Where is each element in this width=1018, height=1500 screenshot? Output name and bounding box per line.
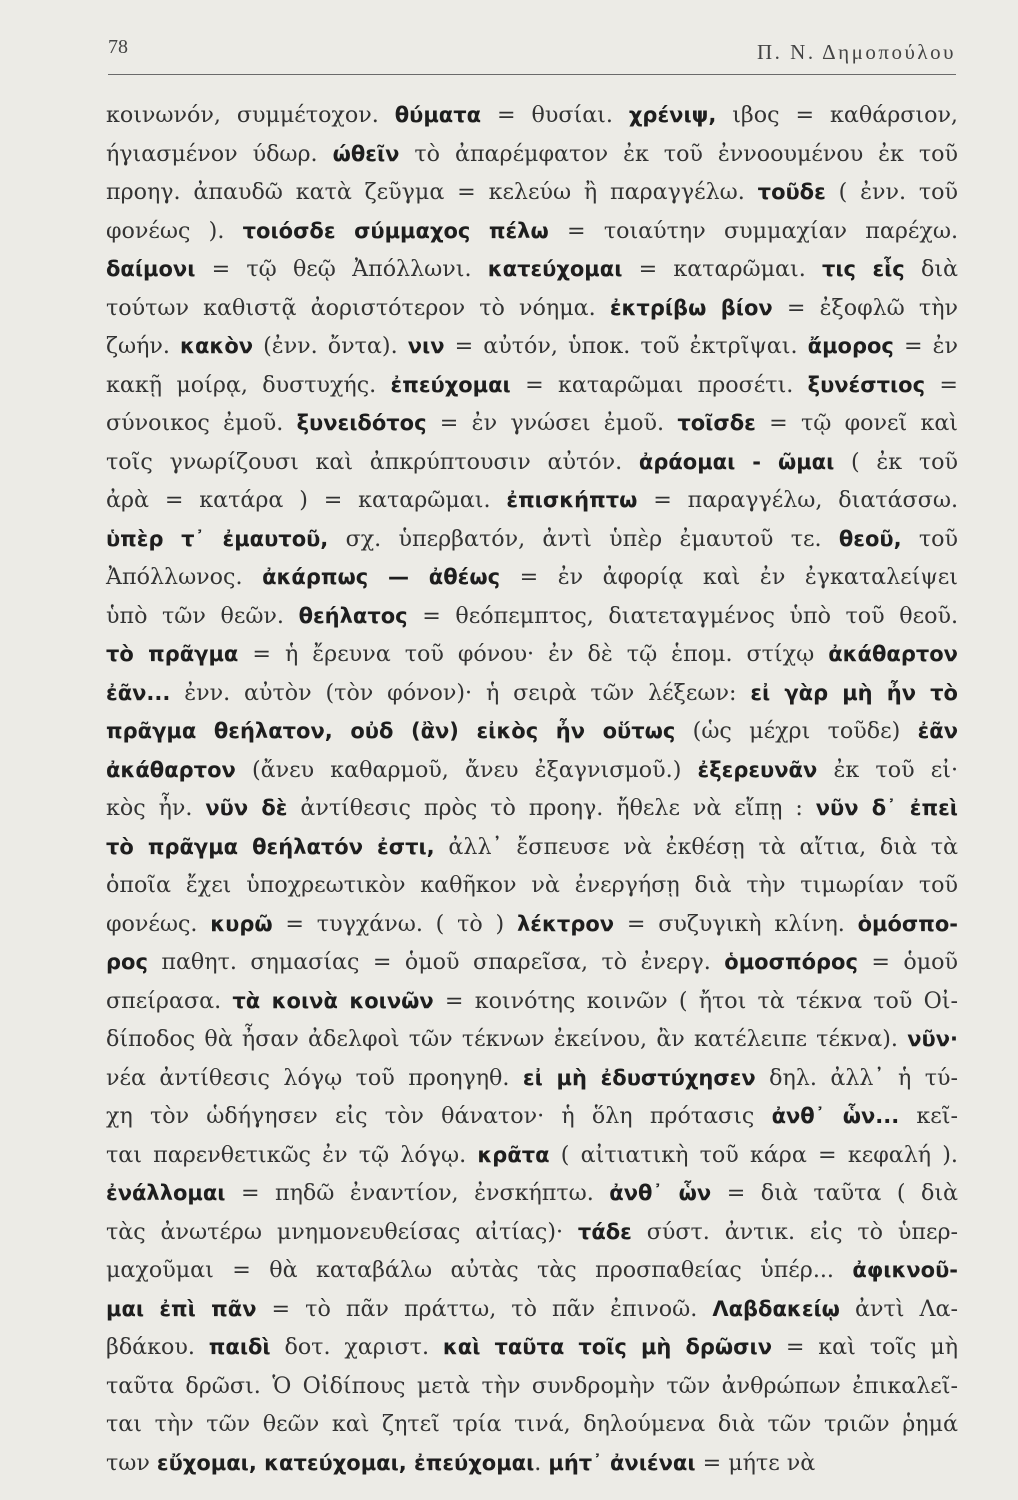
lemma-term: ἐᾶν	[917, 719, 959, 743]
gloss-text: νέα ἀντίθεσις λόγῳ τοῦ προηγηθ.	[106, 1064, 523, 1091]
running-head	[108, 36, 956, 76]
text-line	[106, 404, 958, 443]
lemma-term: παιδὶ	[208, 1335, 271, 1359]
gloss-text: ἐνν. αὐτὸν (τὸν φόνον)· ἡ σειρὰ τῶν λέξεων:	[170, 679, 751, 706]
text-line	[106, 173, 958, 212]
text-line	[106, 558, 958, 597]
lemma-term: τοῦδε	[757, 180, 826, 204]
gloss-text: παθητ. σημασίας = ὁμοῦ σπαρεῖσα, τὸ ἐνεργ.	[147, 949, 725, 975]
gloss-text: δίποδος θὰ ἦσαν ἀδελφοὶ τῶν τέκνων ἐκείνου, ἂν κατέλειπε τέκνα).	[106, 1026, 908, 1052]
gloss-text: = τοιαύτην συμμαχίαν παρέχω.	[548, 217, 958, 244]
lemma-term: πρᾶγμα θεήλατον, οὐδ (ἂν) εἰκὸς ἦν οὕτως	[106, 719, 676, 743]
gloss-text: (ἐνν. ὄντα).	[253, 333, 408, 359]
gloss-text: ὑπὸ τῶν θεῶν.	[106, 602, 299, 629]
text-line	[106, 1405, 958, 1444]
lemma-term: μαι ἐπὶ πᾶν	[106, 1296, 257, 1321]
lemma-term: ἀκάθαρτον	[106, 757, 236, 782]
text-line	[106, 1097, 958, 1136]
gloss-text: τὸ ἀπαρέμφατον ἐκ τοῦ ἐννοουμένου ἐκ τοῦ	[399, 140, 958, 167]
gloss-text: ήγιασμένον ύδωρ.	[106, 140, 333, 167]
lemma-term: κρᾶτα	[477, 1142, 550, 1167]
lemma-term: τὰ κοινὰ κοινῶν	[232, 988, 434, 1013]
lemma-term: ἐᾶν...	[106, 680, 171, 705]
text-line	[106, 828, 958, 867]
gloss-text: βδάκου.	[106, 1334, 209, 1360]
text-line	[106, 250, 958, 289]
lemma-term: ρος	[106, 950, 148, 974]
gloss-text: ταῦτα δρῶσι. Ὁ Οἰδίπους μετὰ τὴν συνδρομὴν τῶν ἀνθρώπων ἐπικαλεῖ-	[106, 1372, 958, 1399]
gloss-text: ( αἰτιατικὴ τοῦ κάρα = κεφαλή ).	[549, 1141, 958, 1168]
gloss-text: (ἄνευ καθαρμοῦ, ἄνευ ἐξαγνισμοῦ.)	[235, 756, 698, 783]
lemma-term: ἐκτρίβω βίον	[609, 295, 773, 320]
gloss-text: σχ. ὑπερβατόν, ἀντὶ ὑπὲρ ἐμαυτοῦ τε.	[328, 525, 839, 552]
gloss-text: = κοινότης κοινῶν ( ἤτοι τὰ τέκνα τοῦ Οἰ-	[433, 987, 958, 1014]
lemma-term: εὔχομαι, κατεύχομαι, ἐπεύχομαι	[156, 1450, 535, 1475]
gloss-text: (ὡς μέχρι τοῦδε)	[675, 718, 918, 744]
lemma-term: τις εἷς	[821, 257, 905, 281]
gloss-text: χη τὸν ὡδήγησεν εἰς τὸν θάνατον· ἡ ὅλη πρότασις	[106, 1103, 772, 1129]
gloss-text: .	[534, 1449, 549, 1476]
gloss-text: = μήτε νὰ	[695, 1449, 816, 1476]
lemma-term: ὑπὲρ τ᾽ ἐμαυτοῦ,	[106, 526, 329, 551]
gloss-text: = καταρῶμαι.	[622, 256, 822, 282]
text-line	[106, 982, 958, 1021]
gloss-text: ὁποῖα ἔχει ὑποχρεωτικὸν καθῆκον νὰ ἐνεργήσῃ διὰ τὴν τιμωρίαν τοῦ	[106, 872, 958, 898]
gloss-text: = ἐν	[893, 333, 959, 359]
gloss-text: ἀντὶ Λα-	[839, 1295, 958, 1322]
gloss-text: κακῇ μοίρᾳ, δυστυχής.	[106, 371, 391, 398]
gloss-text: κὸς ἦν.	[106, 795, 206, 821]
lemma-term: κατεύχομαι	[487, 257, 623, 281]
gloss-text: ( ἐνν. τοῦ	[825, 179, 959, 205]
gloss-text: τοῦ	[901, 525, 958, 552]
text-line	[106, 597, 958, 636]
lemma-term: κακὸν	[180, 334, 254, 358]
lemma-term: ἀράομαι - ῶμαι	[638, 449, 835, 474]
gloss-text: = τυγχάνω. ( τὸ )	[272, 910, 518, 937]
lemma-term: θεοῦ,	[838, 526, 902, 551]
gloss-text: σύνοικος ἐμοῦ.	[106, 410, 297, 436]
lemma-term: τοῖσδε	[677, 411, 756, 435]
text-line	[106, 289, 958, 328]
lemma-term: ἐνάλλομαι	[106, 1181, 226, 1205]
text-line	[106, 1059, 958, 1098]
text-line	[106, 443, 958, 482]
lemma-term: ἐπεύχομαι	[390, 372, 511, 397]
gloss-text: τούτων καθιστᾷ ἀοριστότερον τὸ νόημα.	[106, 294, 610, 321]
gloss-text: τὰς ἀνωτέρω μνημονευθείσας αἰτίας)·	[106, 1218, 578, 1245]
gloss-text: = καὶ τοῖς μὴ	[772, 1334, 958, 1360]
lemma-term: νῦν δὲ	[205, 796, 288, 820]
gloss-text: Ἀπόλλωνος.	[106, 564, 263, 590]
gloss-text: = αὐτόν, ὑποκ. τοῦ ἐκτρῖψαι.	[444, 333, 808, 359]
text-line	[106, 1328, 958, 1367]
text-line	[106, 1444, 958, 1483]
running-head-author: Π. Ν. Δημοπούλου	[757, 40, 956, 64]
gloss-text: ται παρενθετικῶς ἐν τῷ λόγῳ.	[106, 1141, 478, 1168]
gloss-text: = τῷ θεῷ Ἀπόλλωνι.	[195, 256, 488, 282]
gloss-text: = ἡ ἔρευνα τοῦ φόνου· ἐν δὲ τῷ ἑπομ. στίχῳ	[238, 641, 829, 667]
gloss-text: ἐκ τοῦ εἰ·	[817, 756, 958, 783]
text-line	[106, 96, 958, 135]
gloss-text: = ἐν ἀφορίᾳ καὶ ἐν ἐγκαταλείψει	[500, 564, 958, 590]
gloss-text: ται τὴν τῶν θεῶν καὶ ζητεῖ τρία τινά, δηλούμενα διὰ τῶν τριῶν ῥημά	[106, 1411, 958, 1437]
lemma-term: ἄμορος	[807, 334, 894, 358]
lemma-term: χρένιψ,	[628, 103, 717, 127]
lemma-term: ξυνέστιος	[807, 372, 926, 397]
lemma-term: ἀκάρπως — ἀθέως	[262, 565, 501, 589]
lemma-term: ἐξερευνᾶν	[697, 757, 818, 782]
lemma-term: νῦν·	[907, 1027, 958, 1051]
gloss-text: φονέως ).	[106, 217, 243, 244]
lemma-term: καὶ ταῦτα τοῖς μὴ δρῶσιν	[442, 1335, 773, 1359]
text-line	[106, 481, 958, 520]
text-line	[106, 135, 958, 174]
gloss-text: = ὁμοῦ	[857, 949, 958, 975]
gloss-text: δηλ. ἀλλ᾽ ἡ τύ-	[755, 1064, 959, 1091]
gloss-text: = διὰ ταῦτα ( διὰ	[711, 1180, 958, 1206]
text-line	[106, 1020, 958, 1059]
gloss-text: = τὸ πᾶν πράττω, τὸ πᾶν ἐπινοῶ.	[256, 1295, 713, 1322]
lemma-term: τοιόσδε σύμμαχος πέλω	[242, 218, 549, 243]
gloss-text: = καταρῶμαι προσέτι.	[510, 371, 808, 398]
lemma-term: λέκτρον	[517, 911, 615, 936]
gloss-text: δοτ. χαριστ.	[270, 1334, 443, 1360]
gloss-text: μαχοῦμαι = θὰ καταβάλω αὐτὰς τὰς προσπαθείας ὑπέρ...	[106, 1257, 853, 1283]
gloss-text: =	[925, 371, 958, 398]
text-line	[106, 905, 958, 944]
text-line	[106, 212, 958, 251]
lemma-term: ἐπισκήπτω	[506, 488, 638, 512]
text-line	[106, 520, 958, 559]
gloss-text: ἀρὰ = κατάρα ) = καταρῶμαι.	[106, 487, 507, 513]
gloss-text: ιβος = καθάρσιον,	[716, 102, 958, 128]
lemma-term: εἰ γὰρ μὴ ἦν τὸ	[750, 680, 958, 705]
lemma-term: ἀνθ᾽ ὧν...	[771, 1104, 900, 1128]
lemma-term: κυρῶ	[210, 911, 273, 936]
gloss-text: ζωήν.	[106, 333, 181, 359]
page-number: 78	[108, 36, 128, 58]
lemma-term: θύματα	[394, 103, 482, 127]
gloss-text: ( ἐκ τοῦ	[834, 448, 958, 475]
text-line	[106, 674, 958, 713]
gloss-text: κεῖ-	[899, 1103, 958, 1129]
lemma-term: εἰ μὴ ἐδυστύχησεν	[522, 1065, 756, 1090]
lemma-term: μήτ᾽ ἀνιέναι	[548, 1450, 696, 1475]
gloss-text: = συζυγικὴ κλίνη.	[614, 910, 858, 937]
lemma-term: νιν	[407, 334, 445, 358]
lemma-term: τάδε	[577, 1219, 632, 1244]
gloss-text: ἀλλ᾽ ἔσπευσε νὰ ἐκθέσῃ τὰ αἴτια, διὰ τὰ	[434, 833, 958, 860]
text-line	[106, 789, 958, 828]
gloss-text: = παραγγέλω, διατάσσω.	[637, 487, 958, 513]
gloss-text: = τῷ φονεῖ καὶ	[755, 410, 959, 436]
lemma-term: ὁμοσπόρος	[724, 950, 858, 974]
text-line	[106, 712, 958, 751]
text-line	[106, 1136, 958, 1175]
lemma-term: δαίμονι	[106, 257, 196, 281]
gloss-text: προηγ. ἀπαυδῶ κατὰ ζεῦγμα = κελεύω ἢ παραγγέλω.	[106, 179, 758, 205]
lemma-term: θεήλατος	[298, 603, 408, 628]
lemma-term: ἀκάθαρτον	[828, 642, 958, 666]
text-line	[106, 943, 958, 982]
text-line	[106, 1367, 958, 1406]
gloss-text: = θεόπεμπτος, διατεταγμένος ὑπὸ τοῦ θεοῦ.	[407, 602, 958, 629]
text-line	[106, 327, 958, 366]
text-line	[106, 1174, 958, 1213]
gloss-text: = ἐξοφλῶ τὴν	[772, 294, 958, 321]
header-rule	[108, 74, 956, 75]
lemma-term: Λαβδακείῳ	[712, 1296, 840, 1321]
lemma-term: ἀνθ᾽ ὧν	[609, 1181, 712, 1205]
text-line	[106, 635, 958, 674]
lemma-term: ἀφικνοῦ-	[852, 1258, 958, 1282]
gloss-text: = θυσίαι.	[481, 102, 629, 128]
lemma-term: ὁμόσπο-	[857, 911, 958, 936]
gloss-text: διὰ	[904, 256, 959, 282]
text-line	[106, 366, 958, 405]
text-line	[106, 751, 958, 790]
text-line	[106, 1251, 958, 1290]
text-line	[106, 1213, 958, 1252]
gloss-text: σύστ. ἀντικ. εἰς τὸ ὑπερ-	[631, 1218, 958, 1245]
gloss-text: = ἐν γνώσει ἐμοῦ.	[426, 410, 678, 436]
lemma-term: τὸ πρᾶγμα	[106, 642, 239, 666]
gloss-text: τοῖς γνωρίζουσι καὶ ἀπκρύπτουσιν αὐτόν.	[106, 448, 639, 475]
lemma-term: ώθεῖν	[332, 141, 400, 166]
gloss-text: κοινωνόν, συμμέτοχον.	[106, 102, 395, 128]
gloss-text: ἀντίθεσις πρὸς τὸ προηγ. ἤθελε νὰ εἴπῃ :	[287, 795, 816, 821]
gloss-text: = πηδῶ ἐναντίον, ἐνσκήπτω.	[225, 1180, 610, 1206]
lemma-term: ξυνειδότος	[296, 411, 427, 435]
text-line	[106, 1290, 958, 1329]
text-line	[106, 866, 958, 905]
gloss-text: των	[106, 1449, 157, 1476]
gloss-text: φονέως.	[106, 910, 211, 937]
lemma-term: τὸ πρᾶγμα θεήλατόν ἐστι,	[106, 834, 435, 859]
gloss-text: σπείρασα.	[106, 987, 233, 1014]
lemma-term: νῦν δ᾽ ἐπεὶ	[815, 796, 958, 820]
commentary-text	[106, 96, 958, 1482]
